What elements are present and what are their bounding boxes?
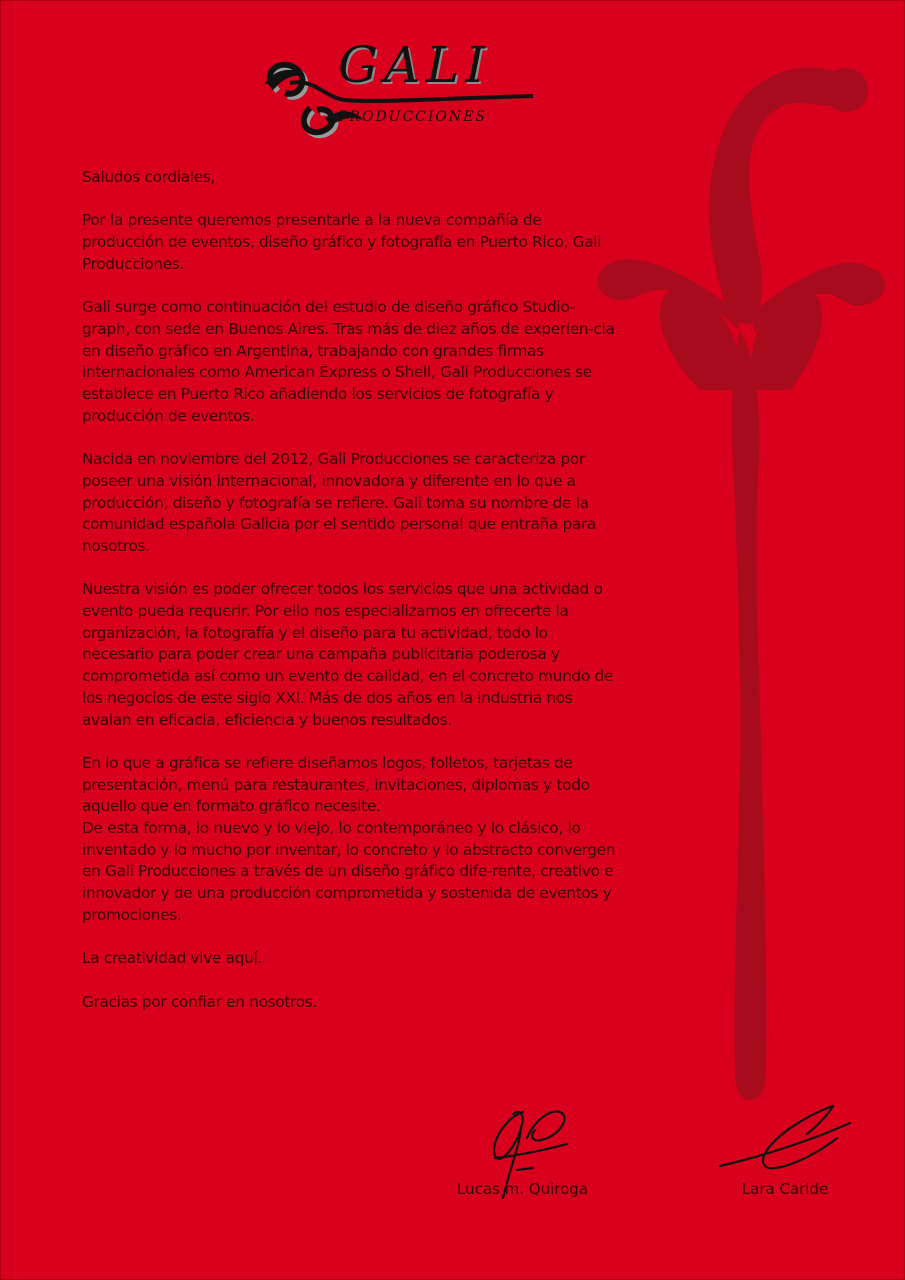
letter-paragraph: Nuestra visión es poder ofrecer todos los servicios que una actividad o evento pueda requerir. Por ello nos especializamos en ofrecerte la organización, la fotografía y el diseño para tu actividad, todo lo necesario para poder crear una campaña publicitaria poderosa y comprometida así como un evento de calidad, en el concreto mundo de los negocios de este siglo XXI. Más de dos años en la industria nos avalan en eficacia, eficiencia y buenos resultados. (82, 580, 613, 729)
letter-body (82, 167, 622, 1035)
signature-name-caride: Lara Caride (741, 1180, 829, 1198)
letter-paragraph: Gali surge como continuación del estudio de diseño gráfico Studio-graph, con sede en Buenos Aires. Tras más de diez años de experien-cia en diseño gráfico en Argentina, trabajando con grandes firmas internacionales como American Express o Shell, Gali Producciones se establece en Puerto Rico añadiendo los servicios de fotografía y producción de eventos. (82, 298, 615, 425)
letter-thanks-line: Gracias por confiar en nosotros. (82, 992, 317, 1011)
logo-subtitle-text: PRODUCCIONES (338, 109, 487, 125)
letter-paragraph: De esta forma, lo nuevo y lo viejo, lo contemporáneo y lo clásico, lo inventado y lo mucho por inventar, lo concreto y lo abstracto convergen en Gali Producciones a través de un diseño gráfico dife-rente, creativo e innovador y de una producción comprometida y sostenida de eventos y promociones. (82, 819, 616, 924)
letter-greeting: Saludos cordiales, (82, 168, 216, 186)
letter-paragraph: En lo que a gráfica se refiere diseñamos logos, folletos, tarjetas de presentación, menú para restaurantes, invitaciones, diplomas y todo aquello que en formato gráfico necesite. (82, 753, 590, 816)
signature-caride-mark (715, 1098, 855, 1178)
decorative-fleur-ornament (590, 60, 890, 1100)
letter-paragraph: Por la presente queremos presentarle a la nueva compañía de producción de eventos, diseño gráfico y fotografía en Puerto Rico, Gali Producciones. (82, 211, 602, 273)
letter-paragraph: Nacida en noviembre del 2012, Gali Producciones se caracteriza por poseer una visión internacional, innovadora y diferente en lo que a producción, diseño y fotografía se refiere. Gali toma su nombre de la comunidad española Galicia por el sentido personal que entraña para nosotros. (82, 450, 597, 555)
logo-brand-text: GALI (338, 36, 492, 94)
signature-name-quiroga: Lucas m. Quiroga (457, 1180, 588, 1198)
letter-closing-line: La creatividad vive aquí. (82, 949, 263, 968)
signature-block-caride (715, 1098, 855, 1198)
signature-block-quiroga (455, 1098, 590, 1208)
